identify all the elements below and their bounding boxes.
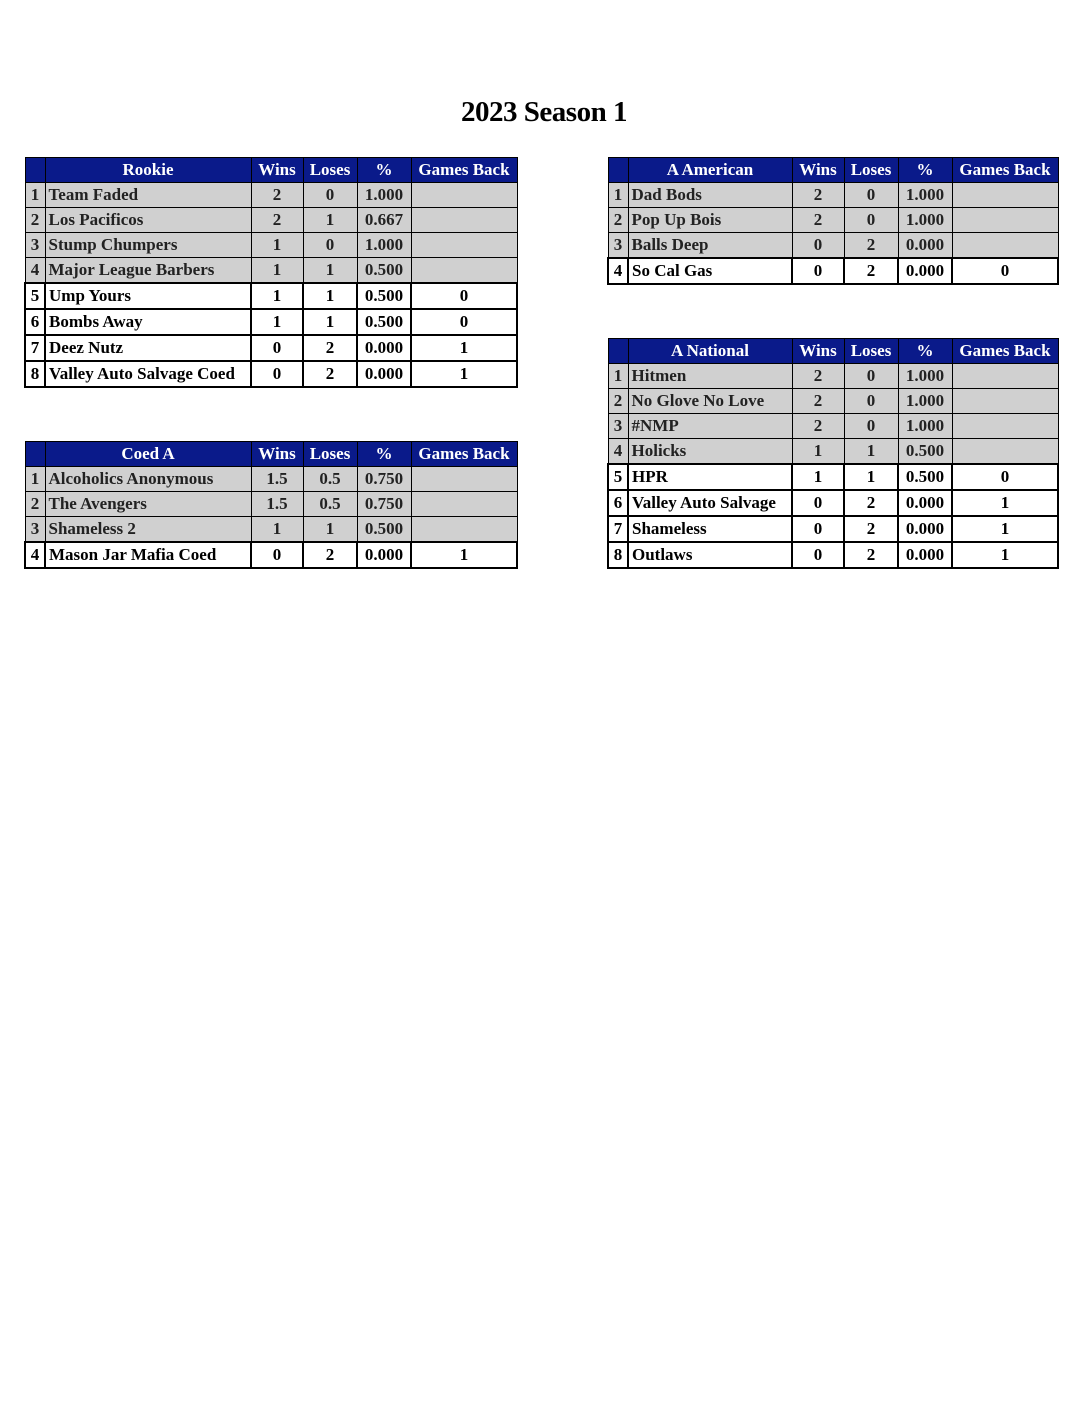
table-row [608,542,1058,568]
team-cell: Dad Bods [628,183,792,208]
team-cell: Valley Auto Salvage Coed [45,361,251,387]
games-back-header: Games Back [952,339,1058,364]
team-cell: Holicks [628,439,792,465]
games-back-cell: 1 [952,490,1058,516]
wins-cell: 1 [792,464,844,490]
rank-cell: 7 [25,335,45,361]
rank-cell: 5 [25,283,45,309]
pct-cell: 1.000 [898,208,952,233]
wins-cell: 2 [792,364,844,389]
table-row [608,490,1058,516]
team-cell: Stump Chumpers [45,233,251,258]
loses-cell: 1 [303,283,357,309]
loses-cell: 1 [303,208,357,233]
rank-cell: 7 [608,516,628,542]
loses-cell: 2 [844,258,898,284]
table-row [608,258,1058,284]
wins-cell: 0 [792,258,844,284]
table-row [608,389,1058,414]
games-back-cell [411,492,517,517]
pct-cell: 0.500 [898,439,952,465]
loses-cell: 0 [844,208,898,233]
wins-cell: 0 [792,542,844,568]
pct-cell: 0.000 [357,542,411,568]
rank-cell: 3 [608,233,628,259]
table-row [25,283,517,309]
rank-cell: 2 [608,389,628,414]
wins-cell: 2 [792,208,844,233]
wins-cell: 0 [792,490,844,516]
loses-cell: 1 [844,464,898,490]
standings-table-coed-a [24,441,518,569]
team-cell: Major League Barbers [45,258,251,284]
loses-header: Loses [844,339,898,364]
table-header-row [608,158,1058,183]
loses-cell: 0 [303,183,357,208]
table-row [25,467,517,492]
loses-cell: 0 [844,183,898,208]
team-cell: Alcoholics Anonymous [45,467,251,492]
pct-cell: 1.000 [357,183,411,208]
loses-cell: 2 [844,516,898,542]
pct-cell: 1.000 [898,389,952,414]
standings-table-a-american [607,157,1059,285]
team-cell: Pop Up Bois [628,208,792,233]
pct-cell: 0.000 [898,258,952,284]
games-back-cell [952,233,1058,259]
wins-cell: 0 [792,233,844,259]
table-row [608,233,1058,259]
games-back-cell: 0 [952,464,1058,490]
games-back-cell [411,183,517,208]
pct-cell: 0.500 [357,309,411,335]
loses-cell: 0 [844,414,898,439]
division-name-header: Rookie [45,158,251,183]
pct-cell: 0.000 [357,335,411,361]
table-row [608,516,1058,542]
rank-cell: 2 [608,208,628,233]
table-row [608,208,1058,233]
rank-cell: 4 [25,258,45,284]
team-cell: No Glove No Love [628,389,792,414]
games-back-cell [411,233,517,258]
loses-cell: 1 [303,517,357,543]
wins-cell: 0 [792,516,844,542]
games-back-cell: 1 [411,335,517,361]
rank-cell: 1 [608,183,628,208]
games-back-cell: 0 [411,283,517,309]
pct-cell: 1.000 [898,414,952,439]
team-cell: Ump Yours [45,283,251,309]
table-row [608,439,1058,465]
wins-cell: 1.5 [251,492,303,517]
table-row [608,183,1058,208]
wins-cell: 1 [251,309,303,335]
loses-header: Loses [844,158,898,183]
rank-cell: 4 [608,258,628,284]
table-row [25,492,517,517]
loses-cell: 0.5 [303,467,357,492]
team-cell: Balls Deep [628,233,792,259]
games-back-cell [952,439,1058,465]
rank-header [25,442,45,467]
loses-cell: 1 [303,309,357,335]
games-back-header: Games Back [411,442,517,467]
loses-cell: 2 [303,542,357,568]
rank-cell: 6 [25,309,45,335]
team-cell: Hitmen [628,364,792,389]
team-cell: Shameless 2 [45,517,251,543]
pct-header: % [357,158,411,183]
rank-cell: 1 [25,183,45,208]
pct-cell: 0.000 [898,542,952,568]
rank-header [608,339,628,364]
pct-cell: 0.000 [898,516,952,542]
table-row [25,208,517,233]
loses-cell: 2 [303,335,357,361]
wins-cell: 2 [792,389,844,414]
loses-header: Loses [303,442,357,467]
team-cell: So Cal Gas [628,258,792,284]
games-back-cell [411,258,517,284]
games-back-cell: 1 [952,542,1058,568]
wins-cell: 0 [251,361,303,387]
rank-cell: 6 [608,490,628,516]
wins-cell: 2 [251,208,303,233]
wins-header: Wins [251,442,303,467]
pct-header: % [898,158,952,183]
wins-cell: 1 [251,233,303,258]
table-row [25,183,517,208]
wins-cell: 1.5 [251,467,303,492]
wins-cell: 2 [792,414,844,439]
pct-cell: 1.000 [357,233,411,258]
table-header-row [25,442,517,467]
team-cell: The Avengers [45,492,251,517]
table-row [25,361,517,387]
rank-cell: 4 [608,439,628,465]
pct-cell: 0.500 [898,464,952,490]
wins-header: Wins [251,158,303,183]
games-back-cell [411,517,517,543]
standings-table-a-national [607,338,1059,569]
loses-cell: 0 [844,364,898,389]
loses-cell: 2 [844,490,898,516]
pct-cell: 0.500 [357,283,411,309]
standings-table-rookie [24,157,518,388]
pct-cell: 0.000 [898,233,952,259]
rank-cell: 3 [608,414,628,439]
rank-header [25,158,45,183]
pct-cell: 1.000 [898,364,952,389]
loses-cell: 1 [844,439,898,465]
games-back-header: Games Back [952,158,1058,183]
games-back-cell: 1 [411,361,517,387]
games-back-cell [952,364,1058,389]
rank-cell: 2 [25,492,45,517]
wins-cell: 1 [251,283,303,309]
rank-cell: 1 [608,364,628,389]
rank-cell: 1 [25,467,45,492]
team-cell: Shameless [628,516,792,542]
games-back-header: Games Back [411,158,517,183]
table-row [25,233,517,258]
pct-cell: 0.000 [898,490,952,516]
rank-cell: 8 [25,361,45,387]
division-name-header: A American [628,158,792,183]
table-row [25,335,517,361]
pct-cell: 0.750 [357,492,411,517]
loses-cell: 0 [303,233,357,258]
loses-cell: 1 [303,258,357,284]
wins-cell: 0 [251,335,303,361]
games-back-cell: 0 [411,309,517,335]
wins-cell: 1 [251,258,303,284]
team-cell: Mason Jar Mafia Coed [45,542,251,568]
games-back-cell: 0 [952,258,1058,284]
wins-cell: 1 [792,439,844,465]
loses-cell: 0 [844,389,898,414]
loses-cell: 0.5 [303,492,357,517]
team-cell: #NMP [628,414,792,439]
table-header-row [608,339,1058,364]
rank-cell: 3 [25,233,45,258]
team-cell: Los Pacificos [45,208,251,233]
loses-cell: 2 [844,233,898,259]
team-cell: Team Faded [45,183,251,208]
wins-cell: 2 [251,183,303,208]
pct-cell: 0.750 [357,467,411,492]
games-back-cell [411,467,517,492]
team-cell: Bombs Away [45,309,251,335]
table-row [608,364,1058,389]
pct-cell: 0.667 [357,208,411,233]
pct-header: % [898,339,952,364]
wins-cell: 2 [792,183,844,208]
loses-cell: 2 [844,542,898,568]
pct-cell: 0.500 [357,517,411,543]
pct-cell: 1.000 [898,183,952,208]
rank-cell: 2 [25,208,45,233]
table-row [25,258,517,284]
division-name-header: A National [628,339,792,364]
rank-cell: 8 [608,542,628,568]
wins-cell: 1 [251,517,303,543]
games-back-cell: 1 [411,542,517,568]
games-back-cell [411,208,517,233]
rank-cell: 3 [25,517,45,543]
team-cell: Valley Auto Salvage [628,490,792,516]
team-cell: HPR [628,464,792,490]
page-title: 2023 Season 1 [461,96,627,128]
table-row [25,517,517,543]
rank-cell: 4 [25,542,45,568]
table-row [608,414,1058,439]
games-back-cell [952,183,1058,208]
table-row [608,464,1058,490]
wins-header: Wins [792,339,844,364]
team-cell: Deez Nutz [45,335,251,361]
games-back-cell [952,389,1058,414]
wins-cell: 0 [251,542,303,568]
games-back-cell [952,208,1058,233]
team-cell: Outlaws [628,542,792,568]
division-name-header: Coed A [45,442,251,467]
table-row [25,309,517,335]
games-back-cell: 1 [952,516,1058,542]
loses-cell: 2 [303,361,357,387]
pct-cell: 0.000 [357,361,411,387]
pct-header: % [357,442,411,467]
loses-header: Loses [303,158,357,183]
rank-cell: 5 [608,464,628,490]
pct-cell: 0.500 [357,258,411,284]
rank-header [608,158,628,183]
table-row [25,542,517,568]
games-back-cell [952,414,1058,439]
wins-header: Wins [792,158,844,183]
table-header-row [25,158,517,183]
